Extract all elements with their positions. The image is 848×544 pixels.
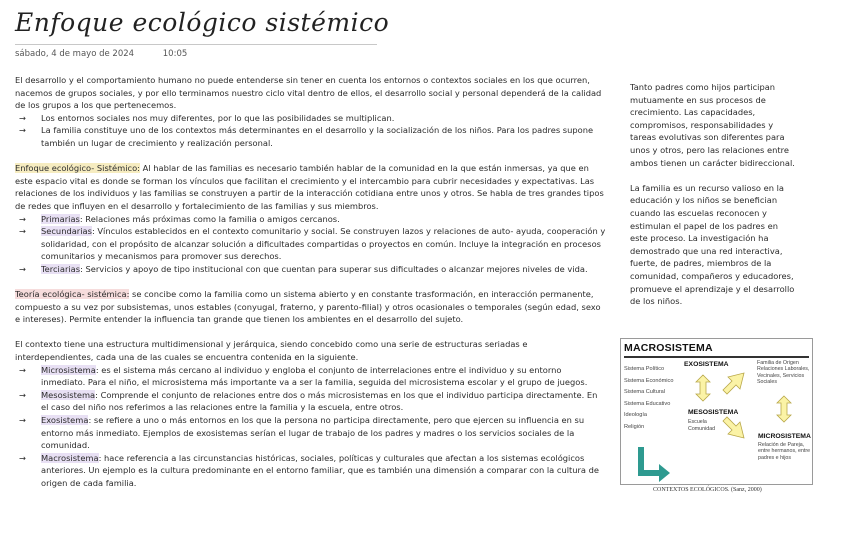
page-time: 10:05 — [162, 49, 188, 59]
highlighted-term: Terciarias — [41, 263, 81, 274]
mesosystem-title: MESOSISTEMA — [688, 409, 739, 416]
network-text: : Vínculos establecidos en el contexto comunitario y social. Se construyen lazos y relaciones de auto- ayuda, cooperación y solidaridad, con el propósito de alcanzar solución a dificultades compartidas o proyectos en común. Incluye la integración en procesos comunitarios y mecanismos para promover sus derechos. — [41, 226, 606, 262]
diagonal-arrow-icon — [723, 373, 744, 394]
list-item — [15, 112, 607, 125]
list-item — [15, 263, 607, 276]
arrow-icon: → — [19, 112, 26, 123]
macro-item: Sistema Cultural — [624, 389, 666, 396]
diagram-caption: CONTEXTOS ECOLÓGICOS. (Sanz, 2000) — [653, 487, 762, 493]
exosystem-desc: Familia de Origen Relaciones Laborales, Vecinales, Servicios Sociales — [757, 360, 810, 386]
highlighted-term: Mesosistema — [41, 389, 96, 400]
section-text: se concibe como la familia como un sistema abierto y en constante trasformación, en interacción permanente, compuesto a su vez por subsistemas, unos estables (conyugal, fraterno, y parento-filial) y otros ocasionales o temporales (según edad, sexo e intereses). Permite entender la influencia tan grande que tienen los ambientes en el desarrollo del sujeto. — [15, 289, 601, 325]
list-item — [15, 124, 607, 149]
vertical-double-arrow-icon — [696, 375, 710, 401]
system-text: : Comprende el conjunto de relaciones entre dos o más microsistemas en los que el individuo participa directamente. En el caso del niño nos referimos a las relaciones entre la familia y la escuela, entre otros. — [41, 389, 598, 413]
diagonal-arrow-icon — [723, 417, 744, 438]
macro-item: Ideología — [624, 412, 648, 419]
side-paragraph: Tanto padres como hijos participan mutuamente en sus procesos de crecimiento. Las capacidades, compromisos, responsabilidades y tareas evolutivas son diferentes para unos y otros, pero las relaciones entre ambos tienen un carácter bidireccional. — [630, 82, 795, 168]
list-item — [15, 389, 607, 414]
highlighted-term: Macrosistema — [41, 452, 99, 463]
side-note — [630, 81, 798, 308]
arrow-icon: → — [19, 226, 26, 237]
intro-bullet-text: Los entornos sociales nos muy diferentes, por lo que las posibilidades se multiplican. — [41, 112, 395, 123]
macro-item: Religión — [624, 423, 645, 430]
exosystem-title: EXOSISTEMA — [684, 361, 729, 368]
vertical-double-arrow-icon — [777, 396, 791, 422]
corner-arrow-icon — [638, 447, 670, 482]
macro-item: Sistema Político — [624, 366, 665, 372]
macro-item: Sistema Educativo — [624, 400, 671, 407]
microsystem-title: MICROSISTEMA — [758, 433, 811, 440]
intro-paragraph: El desarrollo y el comportamiento humano no puede entenderse sin tener en cuenta los entornos o contextos sociales en los que ocurren, nacemos de grupos sociales, y por ello terminamos nuestro ciclo vital dentro de ellos, el desarrollo social y personal dependerá de la calidad de los grupos a los que pertenecemos. — [15, 75, 602, 111]
arrow-icon: → — [19, 389, 26, 400]
highlighted-term: Microsistema — [41, 364, 96, 375]
side-paragraph: La familia es un recurso valioso en la educación y los niños se benefician cuando las escuelas reconocen y estimulan el papel de los padres en este proceso. La investigación ha demostrado que una red interactiva, fuerte, de padres, miembros de la comunidad, compañeros y educadores, promueve el aprendizaje y el desarrollo de los niños. — [630, 182, 795, 307]
diagram-title: MACROSISTEMA — [624, 342, 713, 354]
system-text: : es el sistema más cercano al individuo y engloba el conjunto de interrelaciones entre el individuo y su entorno inmediato. Para el niño, el microsistema más importante va a ser la familia, seguida del microsistema escolar y el grupo de juegos. — [41, 364, 588, 388]
system-text: : hace referencia a las circunstancias históricas, sociales, políticas y culturales que afectan a los sistemas ecológicos anteriores. Un ejemplo es la cultura predominante en el entorno familiar, que es también una dimensión a comparar con la cultura de origen de cada familia. — [41, 452, 600, 488]
network-text: : Servicios y apoyo de tipo institucional con que cuentan para superar sus dificultades o alcanzar mejores niveles de vida. — [80, 263, 588, 274]
highlighted-term: Teoría ecológica- sistémica: — [15, 289, 130, 300]
arrow-icon: → — [19, 213, 26, 224]
macro-item: Sistema Económico — [624, 377, 674, 384]
diagram-arrows — [621, 339, 812, 484]
main-notes — [15, 74, 607, 490]
arrow-icon: → — [19, 263, 26, 274]
system-text: : se refiere a uno o más entornos en los que la persona no participa directamente, pero que ejercen su influencia en su entorno más inmediato. Ejemplos de exosistemas serían el lugar de trabajo de los padres y madres o los servicios sociales de la comunidad. — [41, 415, 585, 451]
arrow-icon — [696, 373, 791, 438]
page-title: Enfoque ecológico sistémico — [15, 8, 390, 37]
meso-item: Comunidad — [688, 426, 716, 432]
highlighted-term: Enfoque ecológico- Sistémico: — [15, 163, 140, 174]
network-text: : Relaciones más próximas como la familia o amigos cercanos. — [79, 213, 340, 224]
ecological-diagram — [620, 338, 813, 485]
title-divider — [15, 44, 377, 45]
section-teoria — [15, 288, 607, 326]
page-meta — [15, 49, 187, 59]
arrow-icon: → — [19, 452, 26, 463]
microsystem-desc: Relación de Pareja, entre hermanos, entre padres e hijos — [758, 442, 811, 461]
arrow-icon: → — [19, 364, 26, 375]
list-item — [15, 414, 607, 452]
section-text: Al hablar de las familias es necesario también hablar de la comunidad en la que están inmersas, ya que en este espacio vital es donde se forman los vínculos que facilitan el crecimiento y el intercambio para cubrir necesidades y expectativas. Las relaciones de los individuos y las familias se construyen a partir de la interacción cotidiana entre unos y otros. Se habla de tres grandes tipos de redes que influyen en el desarrollo y fortalecimiento de las familias y sus miembros. — [15, 163, 604, 211]
page-date: sábado, 4 de mayo de 2024 — [15, 49, 135, 59]
highlighted-term: Primarias — [41, 213, 80, 224]
list-item — [15, 225, 607, 263]
section-enfoque — [15, 162, 607, 212]
list-item — [15, 213, 607, 226]
arrow-icon: → — [19, 125, 26, 136]
highlighted-term: Secundarias — [41, 226, 92, 237]
intro-bullet-text: La familia constituye uno de los contextos más determinantes en el desarrollo y la socialización de los niños. Para los padres supone también un lugar de crecimiento y realización personal. — [41, 125, 594, 148]
arrow-icon: → — [19, 415, 26, 426]
highlighted-term: Exosistema — [41, 415, 89, 426]
list-item — [15, 452, 607, 490]
section-contexto: El contexto tiene una estructura multidimensional y jerárquica, siendo concebido como una serie de estructuras seriadas e interdependientes, cada una de las cuales se encuentra contenida en la siguiente. — [15, 339, 528, 363]
meso-item: Escuela — [688, 419, 707, 425]
list-item — [15, 364, 607, 389]
